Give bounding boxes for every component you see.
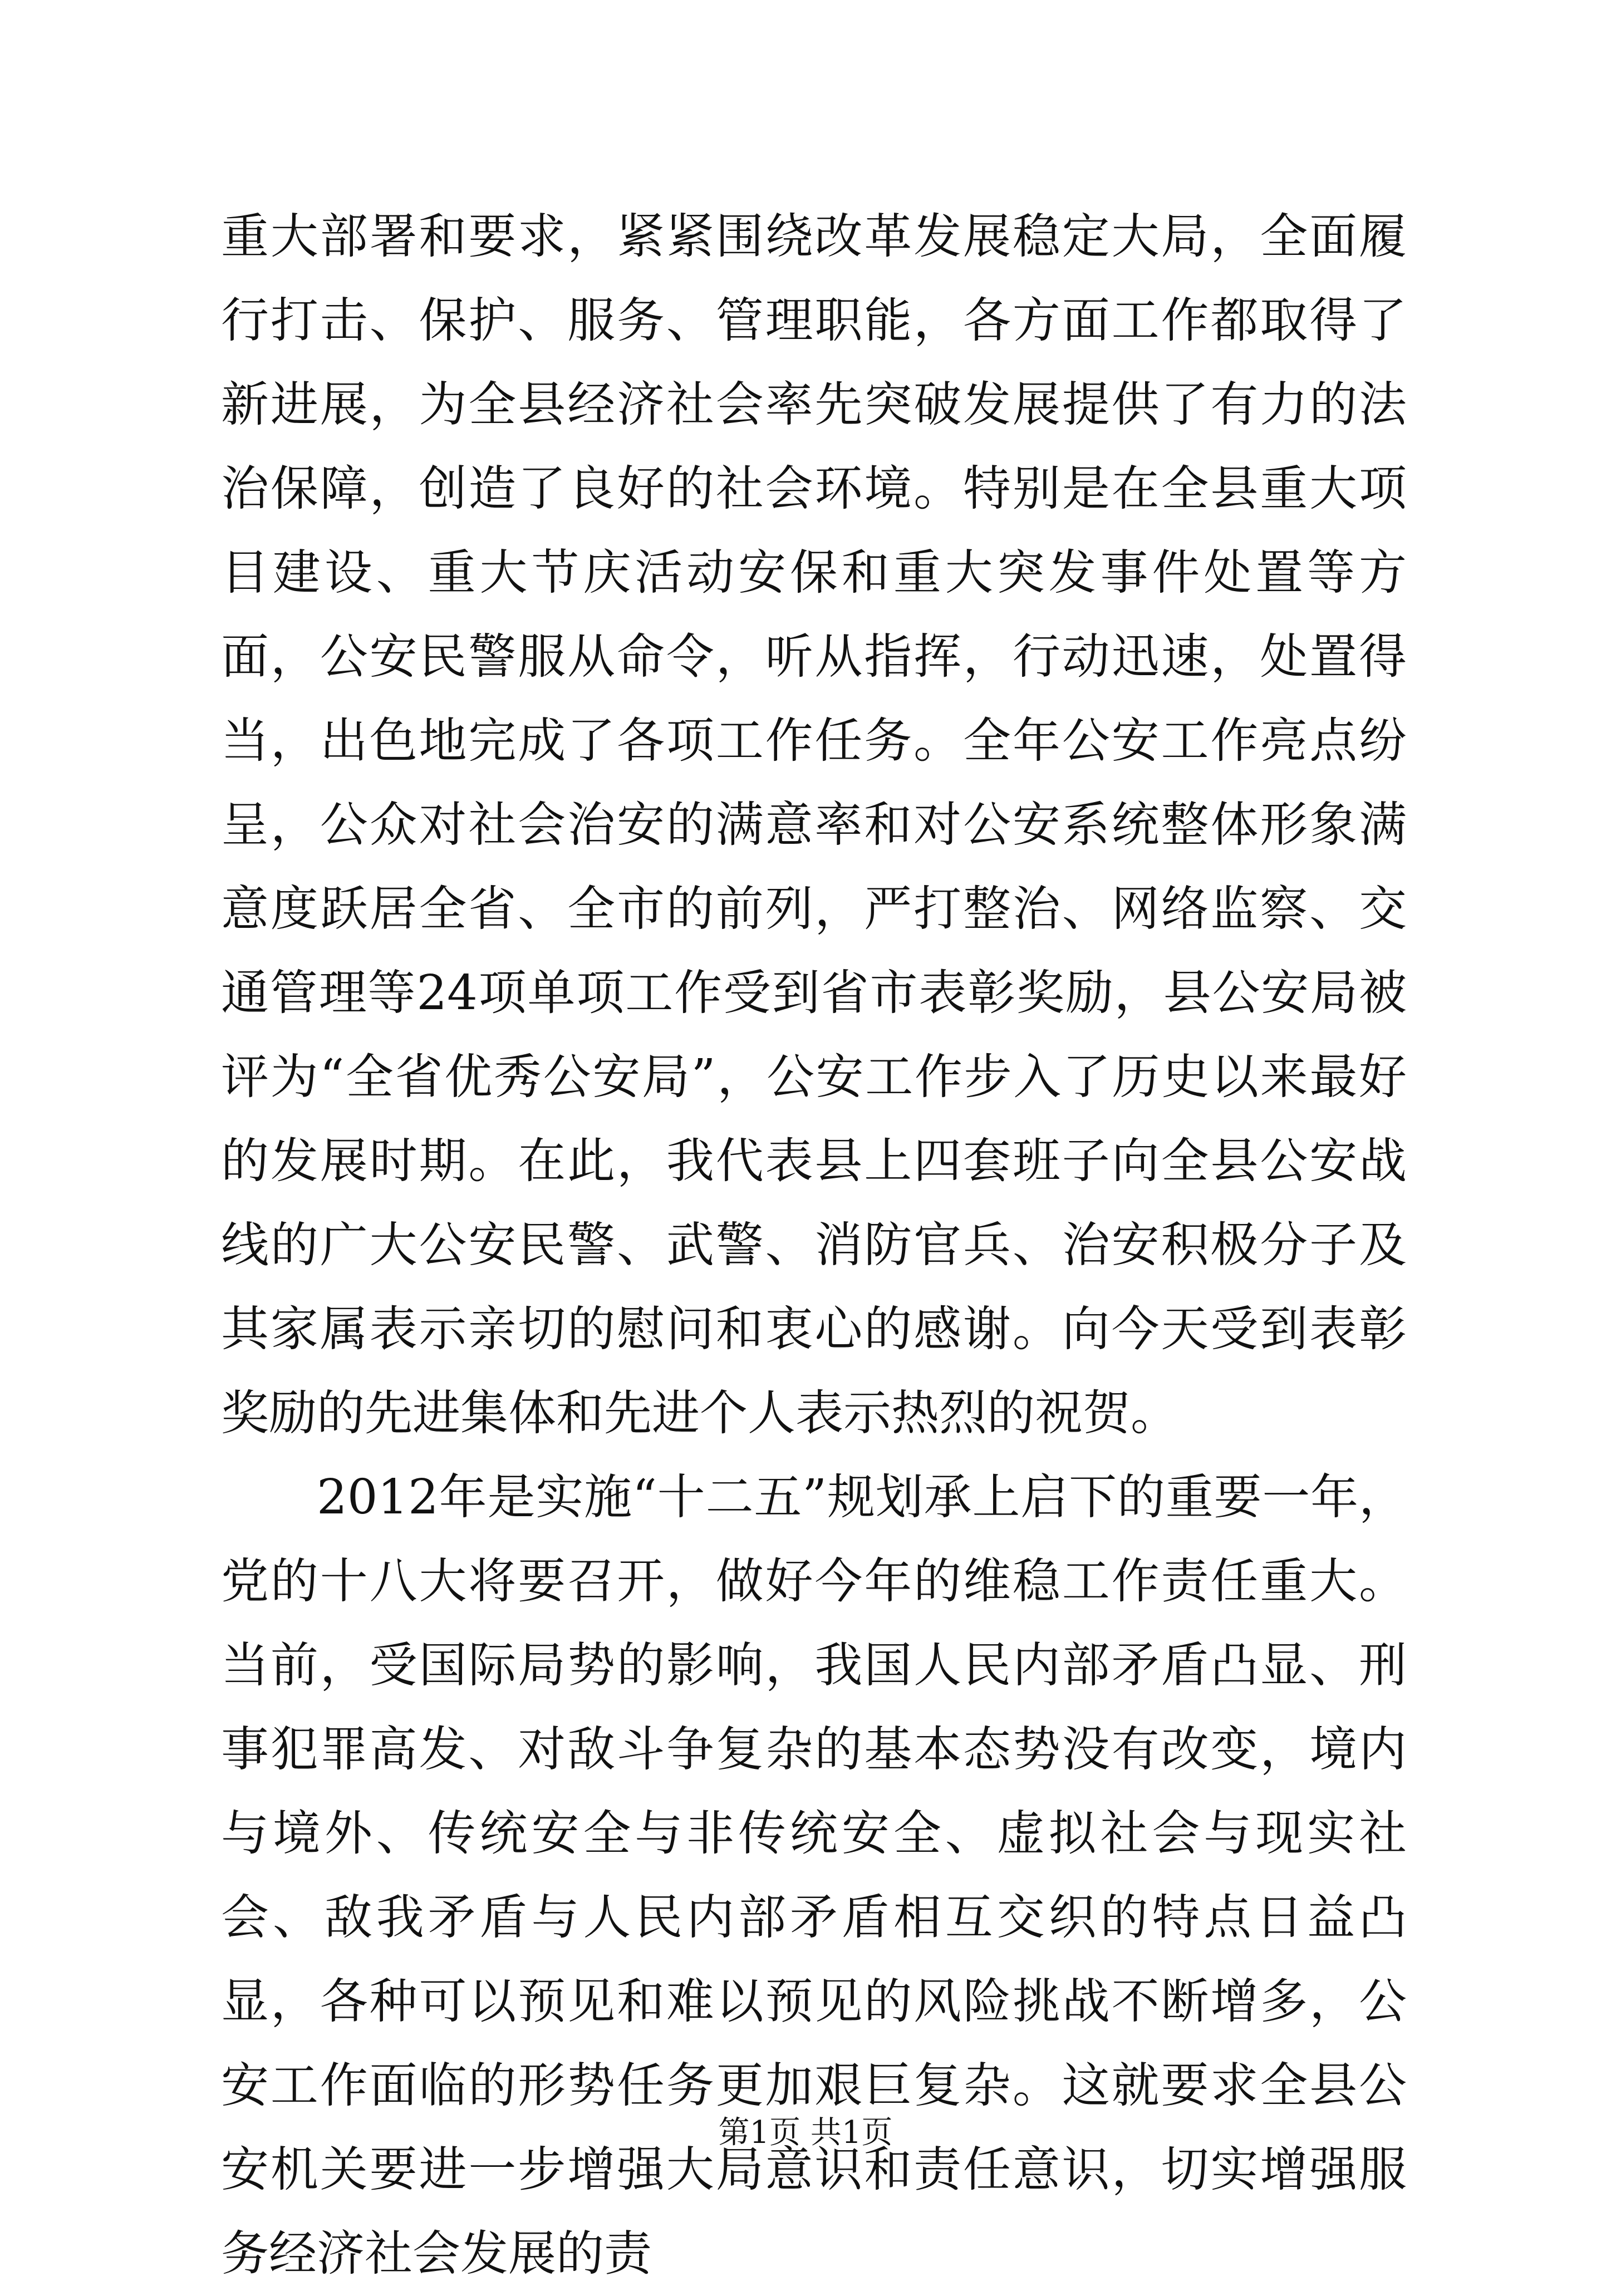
paragraph-2: 2012年是实施“十二五”规划承上启下的重要一年，党的十八大将要召开，做好今年的维稳工作责任重大。当前，受国际局势的影响，我国人民内部矛盾凸显、刑事犯罪高发、对敌斗争复杂的基本态势没有改变，境内与境外、传统安全与非传统安全、虚拟社会与现实社会、敌我矛盾与人民内部矛盾相互交织的特点日益凸显，各种可以预见和难以预见的风险挑战不断增多，公安工作面临的形势任务更加艰巨复杂。这就要求全县公安机关要进一步增强大局意识和责任意识，切实增强服务经济社会发展的责 <box>221 1469 1407 2282</box>
paragraph-1: 重大部署和要求，紧紧围绕改革发展稳定大局，全面履行打击、保护、服务、管理职能，各方面工作都取得了新进展，为全县经济社会率先突破发展提供了有力的法治保障，创造了良好的社会环境。特别是在全县重大项目建设、重大节庆活动安保和重大突发事件处置等方面，公安民警服从命令，听从指挥，行动迅速，处置得当，出色地完成了各项工作任务。全年公安工作亮点纷呈，公众对社会治安的满意率和对公安系统整体形象满意度跃居全省、全市的前列，严打整治、网络监察、交通管理等24项单项工作受到省市表彰奖励，县公安局被评为“全省优秀公安局”，公安工作步入了历史以来最好的发展时期。在此，我代表县上四套班子向全县公安战线的广大公安民警、武警、消防官兵、治安积极分子及其家属表示亲切的慰问和衷心的感谢。向今天受到表彰奖励的先进集体和先进个人表示热烈的祝贺。 <box>221 209 1407 1441</box>
document-body <box>221 195 1407 2296</box>
page-footer: 第1页 共1页 <box>718 2115 893 2151</box>
